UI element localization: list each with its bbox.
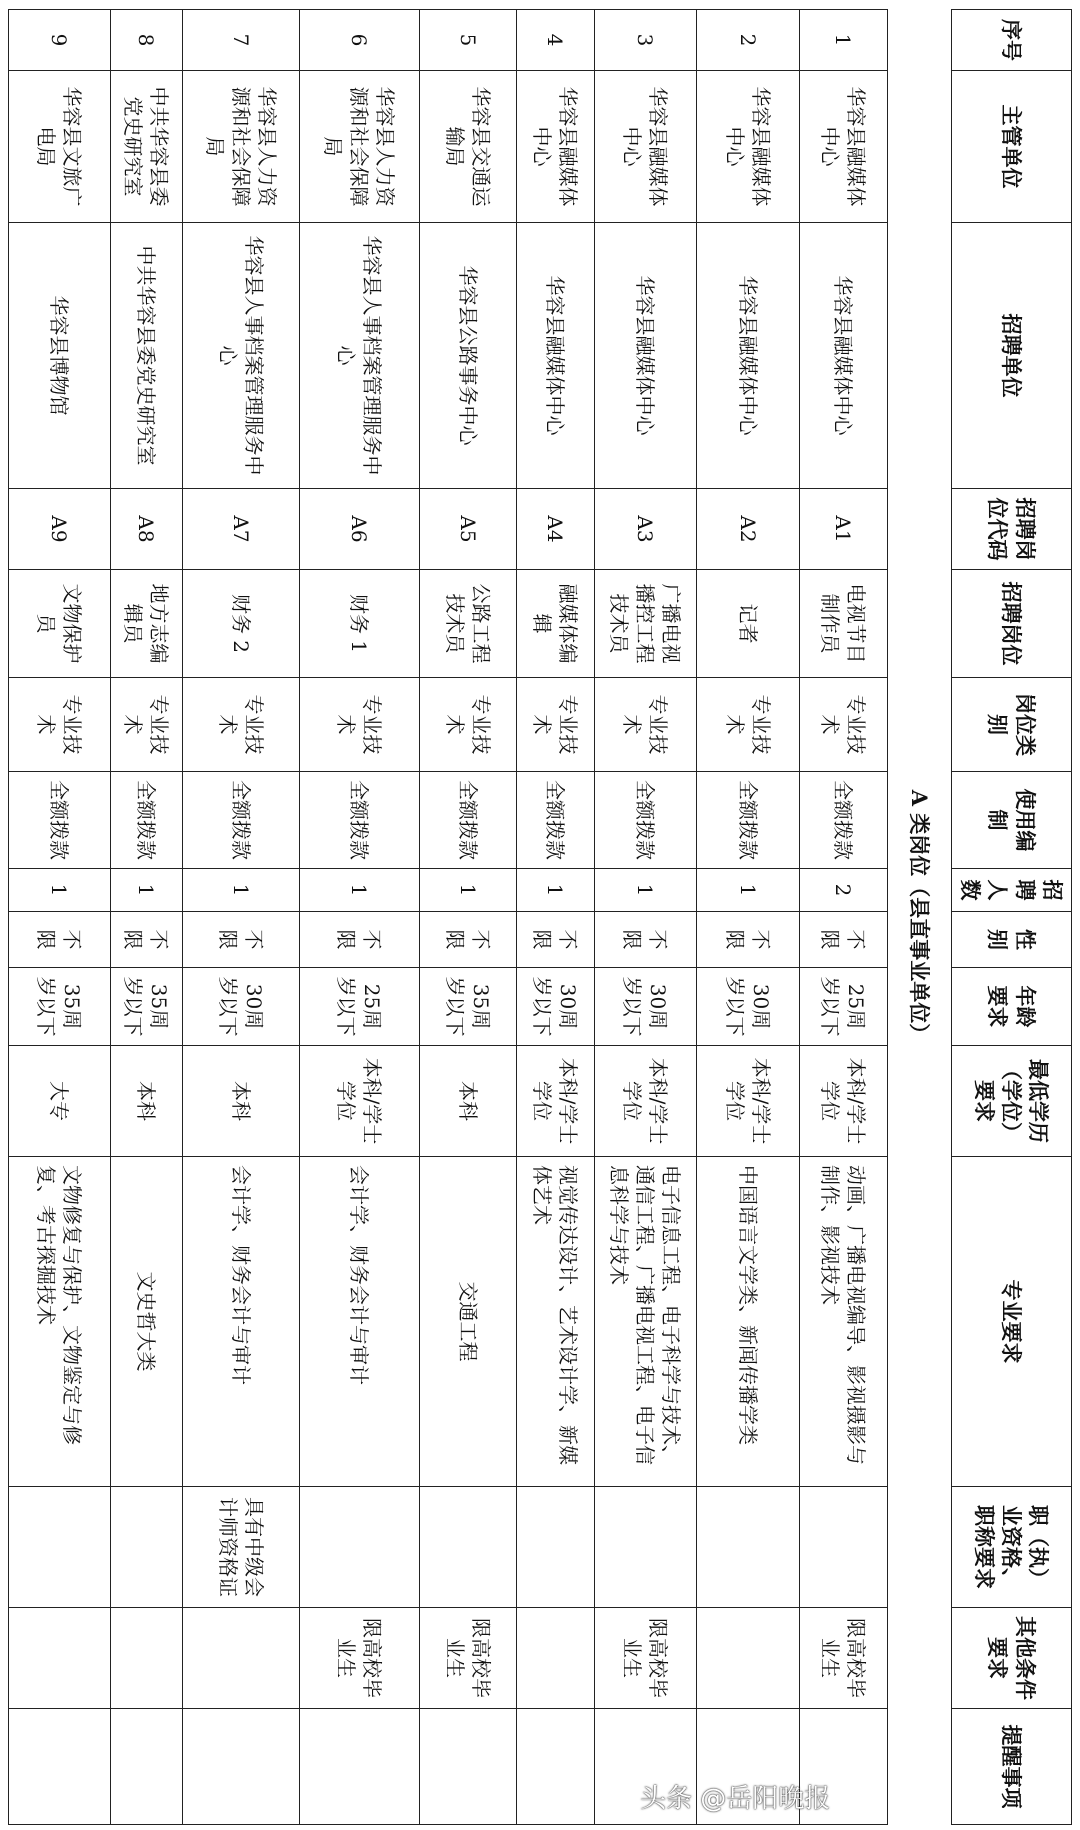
cell-post-code: A4 [517,489,595,570]
cell-seq: 8 [111,10,183,71]
cell-post-category: 专业技术 [595,678,697,772]
cell-employer: 华容县融媒体中心 [800,223,888,489]
cell-post-code: A9 [9,489,111,570]
header-notes: 提醒事项 [952,1709,1072,1825]
cell-headcount: 1 [595,869,697,912]
table-row [300,10,420,1825]
cell-education: 本科/学士学位 [300,1046,420,1157]
table-row [595,10,697,1825]
cell-seq: 5 [420,10,517,71]
cell-seq: 4 [517,10,595,71]
table-row [517,10,595,1825]
cell-post: 地方志编辑员 [111,570,183,678]
cell-headcount: 1 [697,869,800,912]
table-row [183,10,300,1825]
header-major: 专业要求 [952,1157,1072,1487]
cell-post: 电视节目制作员 [800,570,888,678]
cell-gender: 不限 [517,912,595,968]
cell-staffing: 全额拨款 [183,772,300,869]
cell-headcount: 1 [111,869,183,912]
cell-staffing: 全额拨款 [517,772,595,869]
cell-staffing: 全额拨款 [800,772,888,869]
cell-headcount: 1 [183,869,300,912]
cell-qualification [517,1487,595,1608]
cell-post-code: A6 [300,489,420,570]
watermark: 头条 @岳阳晚报 [640,1784,831,1814]
header-age: 年龄要求 [952,968,1072,1046]
cell-notes [300,1709,420,1825]
cell-gender: 不限 [111,912,183,968]
header-post-category: 岗位类别 [952,678,1072,772]
cell-employer: 华容县人事档案管理服务中心 [300,223,420,489]
header-qualification: 职（执）业资格、职称要求 [952,1487,1072,1608]
cell-employer: 华容县融媒体中心 [595,223,697,489]
cell-post-code: A8 [111,489,183,570]
cell-supervisor: 华容县融媒体中心 [697,71,800,223]
cell-major: 电子信息工程、电子科学与技术、通信工程、广播电视工程、电子信息科学与技术 [595,1157,697,1487]
cell-notes [420,1709,517,1825]
cell-employer: 华容县公路事务中心 [420,223,517,489]
cell-education: 本科 [420,1046,517,1157]
cell-age: 30周岁以下 [595,968,697,1046]
section-banner: A 类岗位（县直事业单位） [888,10,952,1825]
cell-education: 本科 [111,1046,183,1157]
cell-post-code: A1 [800,489,888,570]
table-row [111,10,183,1825]
cell-headcount: 1 [420,869,517,912]
cell-post-category: 专业技术 [517,678,595,772]
cell-post-code: A5 [420,489,517,570]
cell-employer: 华容县融媒体中心 [697,223,800,489]
cell-major: 会计学、财务会计与审计 [183,1157,300,1487]
recruitment-table [8,9,1072,1825]
cell-staffing: 全额拨款 [420,772,517,869]
cell-seq: 2 [697,10,800,71]
cell-other-conditions [697,1608,800,1709]
cell-staffing: 全额拨款 [9,772,111,869]
header-row [952,10,1072,1825]
cell-other-conditions [517,1608,595,1709]
cell-employer: 华容县博物馆 [9,223,111,489]
cell-gender: 不限 [300,912,420,968]
cell-notes [517,1709,595,1825]
cell-education: 本科 [183,1046,300,1157]
cell-qualification [9,1487,111,1608]
cell-major: 文史哲大类 [111,1157,183,1487]
cell-employer: 华容县融媒体中心 [517,223,595,489]
cell-post: 公路工程技术员 [420,570,517,678]
cell-notes [9,1709,111,1825]
table-row [9,10,111,1825]
header-post-code: 招聘岗位代码 [952,489,1072,570]
cell-qualification [300,1487,420,1608]
cell-qualification [595,1487,697,1608]
cell-gender: 不限 [800,912,888,968]
cell-staffing: 全额拨款 [697,772,800,869]
cell-supervisor: 华容县融媒体中心 [800,71,888,223]
cell-supervisor: 中共华容县委党史研究室 [111,71,183,223]
cell-other-conditions [111,1608,183,1709]
cell-gender: 不限 [9,912,111,968]
cell-other-conditions: 限高校毕业生 [420,1608,517,1709]
cell-qualification [111,1487,183,1608]
header-education: 最低学历（学位）要求 [952,1046,1072,1157]
cell-post-category: 专业技术 [111,678,183,772]
cell-post: 广播电视播控工程技术员 [595,570,697,678]
cell-major: 会计学、财务会计与审计 [300,1157,420,1487]
cell-education: 本科/学士学位 [697,1046,800,1157]
section-banner-row [888,10,952,1825]
header-other-conditions: 其他条件要求 [952,1608,1072,1709]
cell-post-category: 专业技术 [800,678,888,772]
cell-other-conditions: 限高校毕业生 [800,1608,888,1709]
cell-age: 30周岁以下 [697,968,800,1046]
table-row [420,10,517,1825]
cell-headcount: 1 [300,869,420,912]
cell-staffing: 全额拨款 [595,772,697,869]
cell-gender: 不限 [183,912,300,968]
cell-post-code: A3 [595,489,697,570]
cell-post: 融媒体编辑 [517,570,595,678]
cell-staffing: 全额拨款 [111,772,183,869]
cell-seq: 1 [800,10,888,71]
cell-post-category: 专业技术 [300,678,420,772]
cell-post-category: 专业技术 [183,678,300,772]
rotated-table-container [9,9,1072,1824]
cell-education: 大专 [9,1046,111,1157]
cell-education: 本科/学士学位 [595,1046,697,1157]
cell-age: 30周岁以下 [517,968,595,1046]
header-post: 招聘岗位 [952,570,1072,678]
cell-employer: 华容县人事档案管理服务中心 [183,223,300,489]
header-gender: 性别 [952,912,1072,968]
cell-other-conditions: 限高校毕业生 [300,1608,420,1709]
cell-age: 35周岁以下 [420,968,517,1046]
table-row [800,10,888,1825]
cell-seq: 3 [595,10,697,71]
cell-post-category: 专业技术 [9,678,111,772]
cell-post-category: 专业技术 [697,678,800,772]
cell-notes [183,1709,300,1825]
cell-major: 中国语言文学类、新闻传播学类 [697,1157,800,1487]
cell-qualification: 具有中级会计师资格证 [183,1487,300,1608]
header-employer: 招聘单位 [952,223,1072,489]
header-seq: 序号 [952,10,1072,71]
cell-gender: 不限 [420,912,517,968]
cell-seq: 9 [9,10,111,71]
cell-qualification [800,1487,888,1608]
cell-major: 动画、广播电视编导、影视摄影与制作、影视技术 [800,1157,888,1487]
cell-employer: 中共华容县委党史研究室 [111,223,183,489]
cell-education: 本科/学士学位 [800,1046,888,1157]
cell-supervisor: 华容县融媒体中心 [517,71,595,223]
cell-post: 财务 1 [300,570,420,678]
cell-notes [111,1709,183,1825]
cell-major: 视觉传达设计、艺术设计学、新媒体艺术 [517,1157,595,1487]
cell-post-category: 专业技术 [420,678,517,772]
cell-post: 文物保护员 [9,570,111,678]
cell-qualification [420,1487,517,1608]
cell-age: 35周岁以下 [111,968,183,1046]
cell-seq: 6 [300,10,420,71]
cell-supervisor: 华容县人力资源和社会保障局 [183,71,300,223]
header-headcount: 招聘人数 [952,869,1072,912]
table-row [697,10,800,1825]
cell-supervisor: 华容县融媒体中心 [595,71,697,223]
cell-education: 本科/学士学位 [517,1046,595,1157]
cell-qualification [697,1487,800,1608]
cell-gender: 不限 [697,912,800,968]
cell-headcount: 1 [9,869,111,912]
cell-headcount: 1 [517,869,595,912]
cell-other-conditions [183,1608,300,1709]
cell-gender: 不限 [595,912,697,968]
cell-supervisor: 华容县人力资源和社会保障局 [300,71,420,223]
cell-supervisor: 华容县文旅广电局 [9,71,111,223]
cell-major: 交通工程 [420,1157,517,1487]
header-supervisor: 主管单位 [952,71,1072,223]
cell-other-conditions [9,1608,111,1709]
cell-age: 30周岁以下 [183,968,300,1046]
cell-age: 25周岁以下 [800,968,888,1046]
cell-other-conditions: 限高校毕业生 [595,1608,697,1709]
cell-post: 财务 2 [183,570,300,678]
cell-age: 25周岁以下 [300,968,420,1046]
cell-seq: 7 [183,10,300,71]
cell-post-code: A2 [697,489,800,570]
cell-staffing: 全额拨款 [300,772,420,869]
cell-headcount: 2 [800,869,888,912]
cell-age: 35周岁以下 [9,968,111,1046]
cell-post-code: A7 [183,489,300,570]
cell-major: 文物修复与保护、文物鉴定与修复、考古探掘技术 [9,1157,111,1487]
cell-post: 记者 [697,570,800,678]
cell-supervisor: 华容县交通运输局 [420,71,517,223]
header-staffing: 使用编制 [952,772,1072,869]
